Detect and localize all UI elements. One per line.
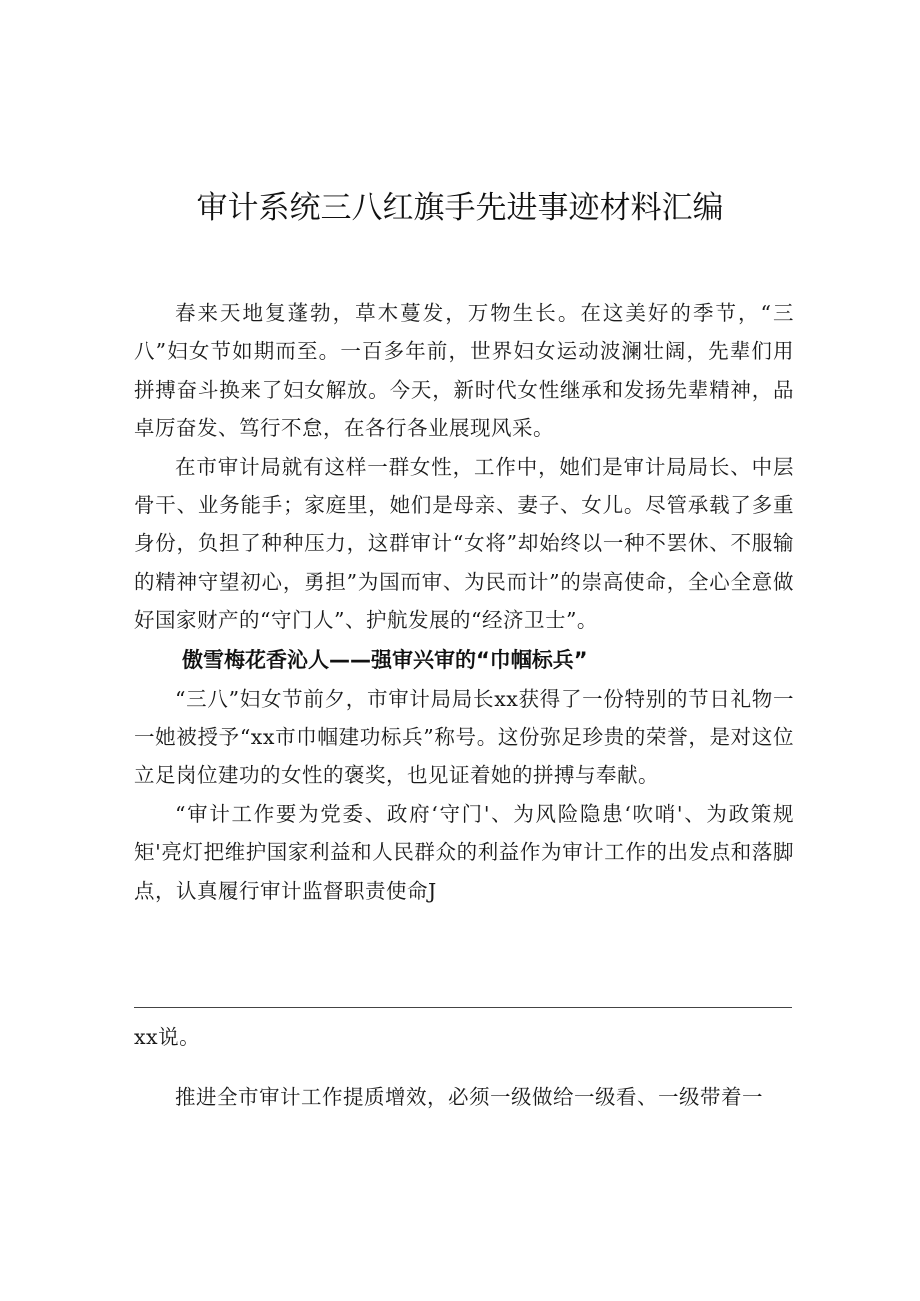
- document-continuation: [134, 1018, 794, 1117]
- paragraph-award: “三八”妇女节前夕，市审计局局长xx获得了一份特别的节日礼物一一她被授予“xx市巾帼建功标兵”称号。这份弥足珍贵的荣誉，是对这位立足岗位建功的女性的褒奖，也见证着她的拼搏与奉献。: [134, 686, 794, 788]
- paragraph-quote-attribution: xx说。: [134, 1025, 201, 1049]
- section-heading: 傲雪梅花香沁人——强审兴审的“巾帼标兵”: [182, 647, 588, 672]
- paragraph-audit-women: 在市审计局就有这样一群女性，工作中，她们是审计局局长、中层骨干、业务能手；家庭里，她们是母亲、妻子、女儿。尽管承载了多重身份，负担了种种压力，这群审计“女将”却始终以一种不罢休、不服输的精神守望初心，勇担”为国而审、为民而计”的崇高使命，全心全意做好国家财产的“守门人”、护航发展的“经济卫士”。: [134, 454, 794, 633]
- paragraph-continuation: 推进全市审计工作提质增效，必须一级做给一级看、一级带着一: [175, 1085, 763, 1110]
- document-body: [134, 294, 794, 910]
- paragraph-intro: 春来天地复蓬勃，草木蔓发，万物生长。在这美好的季节，“三八”妇女节如期而至。一百多年前，世界妇女运动波澜壮阔，先辈们用拼搏奋斗换来了妇女解放。今天，新时代女性继承和发扬先辈精神，品卓厉奋发、笃行不怠，在各行各业展现风采。: [134, 301, 794, 441]
- page-divider: [134, 1007, 792, 1008]
- paragraph-quote: “审计工作要为党委、政府‘守门'、为风险隐患‘吹哨'、为政策规矩'亮灯把维护国家利益和人民群众的利益作为审计工作的出发点和落脚点，认真履行审计监督职责使命J: [134, 801, 794, 903]
- document-title: 审计系统三八红旗手先进事迹材料汇编: [196, 190, 724, 226]
